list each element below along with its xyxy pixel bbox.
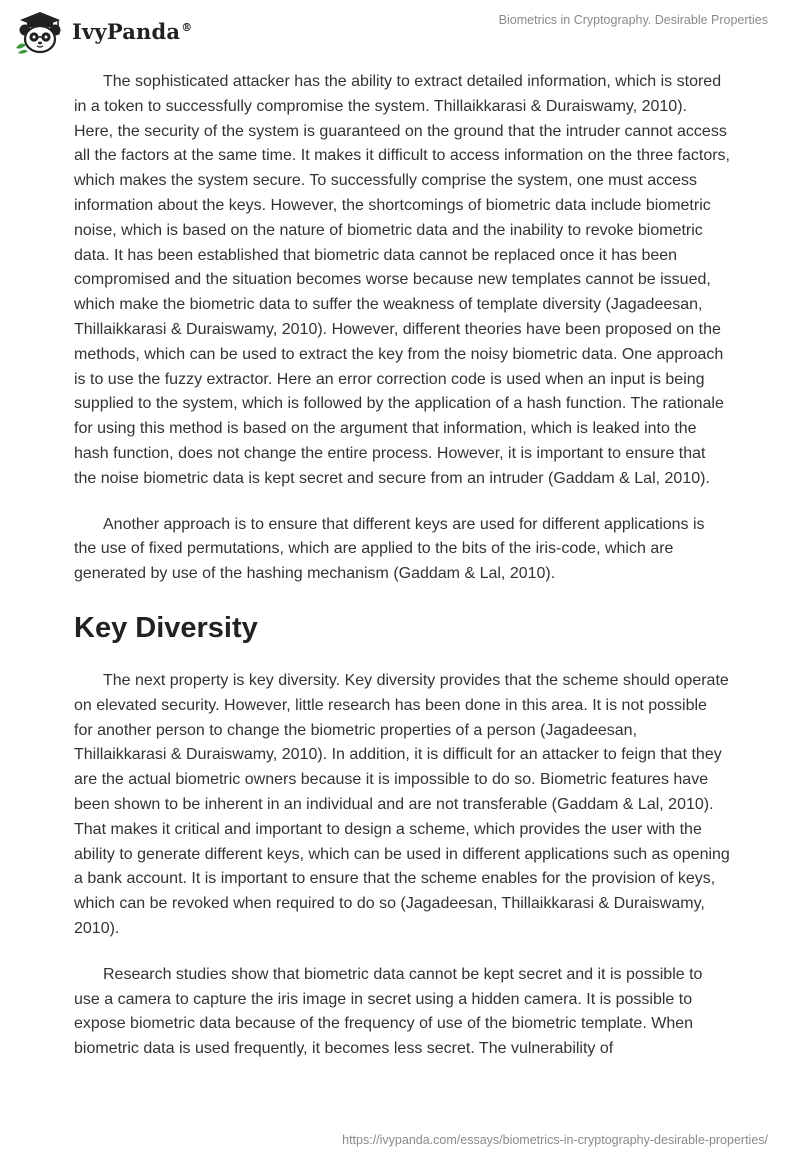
page-header [0,0,800,56]
essay-content [74,70,730,1083]
brand-name [72,19,192,44]
section-heading-key-diversity: Key Diversity [74,611,258,644]
paragraph-fixed-permutations: Another approach is to ensure that different keys are used for different applications is the use of fixed permutations, which are applied to the bits of the iris-code, which are generated by use of the hashing mechanism (Gaddam & Lal, 2010). [74,515,705,583]
brand-name-text: IvyPanda [72,18,181,44]
registered-mark: ® [181,20,193,34]
panda-graduate-logo-icon [14,8,66,54]
paragraph-key-diversity: The next property is key diversity. Key diversity provides that the scheme should operate on elevated security. However, little research has been done in this area. It is not possible for another person to change the biometric properties of a person (Jagadeesan, Thillaikkarasi & Duraiswamy, 2010). In addition, it is difficult for an attacker to feign that they are the actual biometric owners because it is impossible to do so. Biometric features have been shown to be inherent in an individual and are not transferable (Gaddam & Lal, 2010). That makes it critical and important to design a scheme, which provides the user with the ability to generate different keys, which can be used in different applications such as opening a bank account. It is important to ensure that the scheme enables for the provision of keys, which can be revoked when required to do so (Jagadeesan, Thillaikkarasi & Duraiswamy, 2010). [74,671,730,937]
document-title: Biometrics in Cryptography. Desirable Properties [498,13,768,27]
source-url[interactable]: https://ivypanda.com/essays/biometrics-in-cryptography-desirable-properties/ [342,1133,768,1147]
brand-logo[interactable] [14,8,192,54]
paragraph-biometric-secrecy: Research studies show that biometric data cannot be kept secret and it is possible to use a camera to capture the iris image in secret using a hidden camera. It is possible to expose biometric data because of the frequency of use of the biometric template. When biometric data is used frequently, it becomes less secret. The vulnerability of [74,965,703,1058]
paragraph-token-attacks: The sophisticated attacker has the ability to extract detailed information, which is stored in a token to successfully compromise the system. Thillaikkarasi & Duraiswamy, 2010). Here, the security of the system is guaranteed on the ground that the intruder cannot access all the factors at the same time. It makes it difficult to access information on the three factors, which makes the system secure. To successfully comprise the system, one must access information about the keys. However, the shortcomings of biometric data include biometric noise, which is based on the nature of biometric data and the inability to revoke biometric data. It has been established that biometric data cannot be replaced once it has been compromised and the situation becomes worse because new templates cannot be issued, which make the biometric data to suffer the weakness of template diversity (Jagadeesan, Thillaikkarasi & Duraiswamy, 2010). However, different theories have been proposed on the methods, which can be used to extract the key from the noisy biometric data. One approach is to use the fuzzy extractor. Here an error correction code is used when an input is being supplied to the system, which is followed by the application of a hash function. The rationale for using this method is based on the argument that information, which is leaked into the hash function, does not change the entire process. However, it is important to ensure that the noise biometric data is kept secret and secure from an intruder (Gaddam & Lal, 2010). [74,73,730,487]
